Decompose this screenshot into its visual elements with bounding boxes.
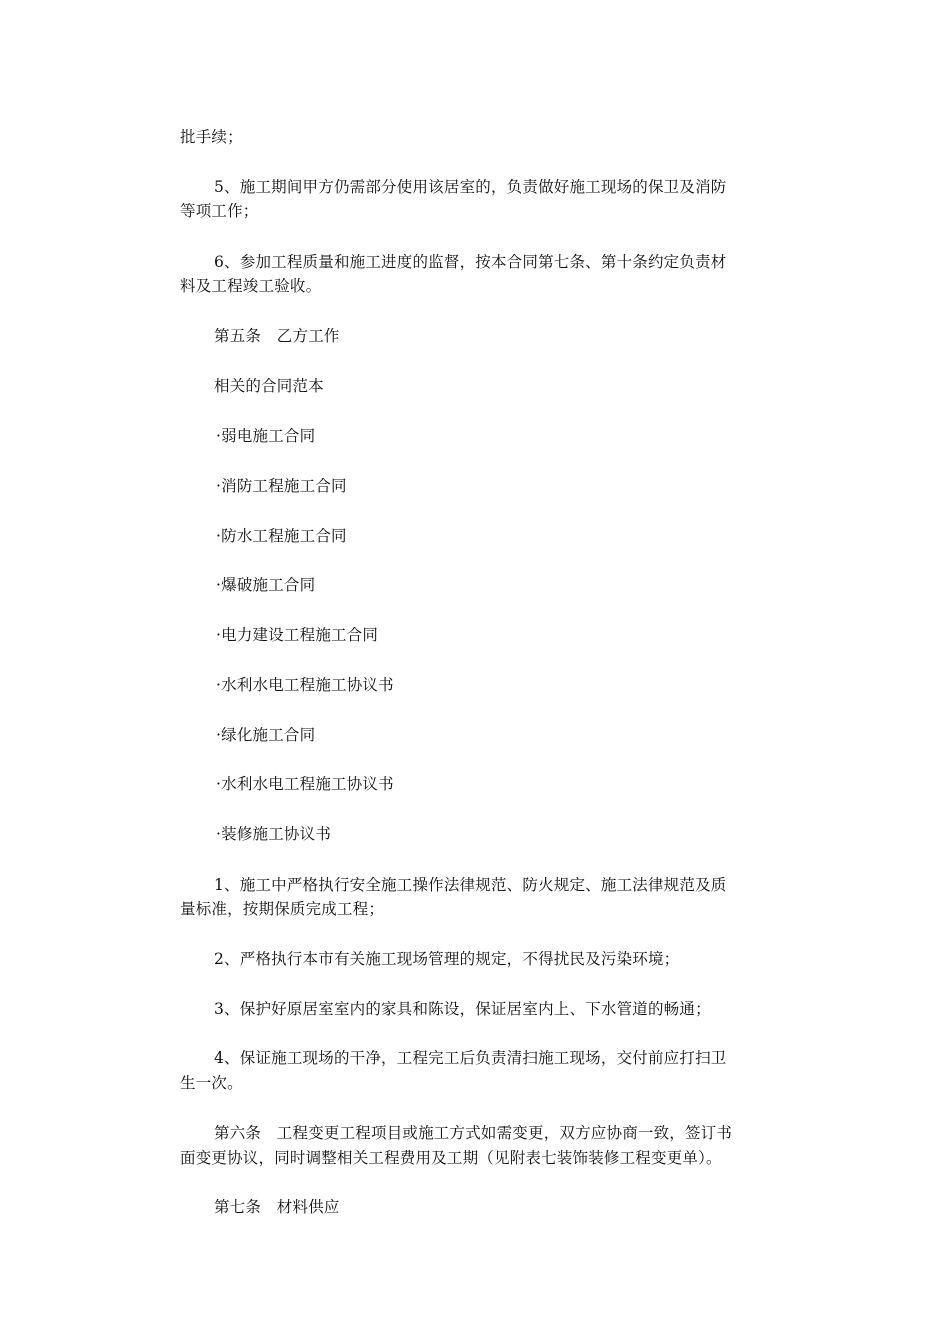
related-link-6[interactable]: ·水利水电工程施工协议书	[216, 676, 394, 694]
text-line-17: 1、施工中严格执行安全施工操作法律规范、防火规定、施工法律规范及质	[214, 876, 727, 894]
text-line-22: 生一次。	[180, 1074, 243, 1092]
related-link-5[interactable]: ·电力建设工程施工合同	[216, 626, 379, 644]
text-line-3: 等项工作；	[180, 202, 259, 220]
related-templates-heading: 相关的合同范本	[214, 377, 324, 395]
related-link-8[interactable]: ·水利水电工程施工协议书	[216, 775, 394, 793]
text-line-4: 6、参加工程质量和施工进度的监督，按本合同第七条、第十条约定负责材	[214, 253, 727, 271]
related-link-1[interactable]: ·弱电施工合同	[216, 427, 316, 445]
text-line-21: 4、保证施工现场的干净，工程完工后负责清扫施工现场，交付前应打扫卫	[214, 1049, 727, 1067]
section-heading-5: 第五条 乙方工作	[214, 327, 340, 345]
text-line-19: 2、严格执行本市有关施工现场管理的规定，不得扰民及污染环境；	[214, 950, 680, 968]
related-link-7[interactable]: ·绿化施工合同	[216, 726, 316, 744]
related-link-4[interactable]: ·爆破施工合同	[216, 576, 316, 594]
related-link-2[interactable]: ·消防工程施工合同	[216, 477, 347, 495]
text-line-5: 料及工程竣工验收。	[180, 277, 322, 295]
text-line-2: 5、施工期间甲方仍需部分使用该居室的，负责做好施工现场的保卫及消防	[214, 178, 727, 196]
text-line-1: 批手续；	[180, 128, 243, 146]
related-link-9[interactable]: ·装修施工协议书	[216, 825, 332, 843]
section-heading-6: 第六条 工程变更工程项目或施工方式如需变更，双方应协商一致，签订书	[214, 1124, 733, 1142]
related-link-3[interactable]: ·防水工程施工合同	[216, 527, 347, 545]
text-line-18: 量标准，按期保质完成工程；	[180, 900, 385, 918]
text-line-24: 面变更协议，同时调整相关工程费用及工期（见附表七装饰装修工程变更单）。	[180, 1149, 722, 1167]
section-heading-7: 第七条 材料供应	[214, 1198, 340, 1216]
text-line-20: 3、保护好原居室室内的家具和陈设，保证居室内上、下水管道的畅通；	[214, 1000, 711, 1018]
